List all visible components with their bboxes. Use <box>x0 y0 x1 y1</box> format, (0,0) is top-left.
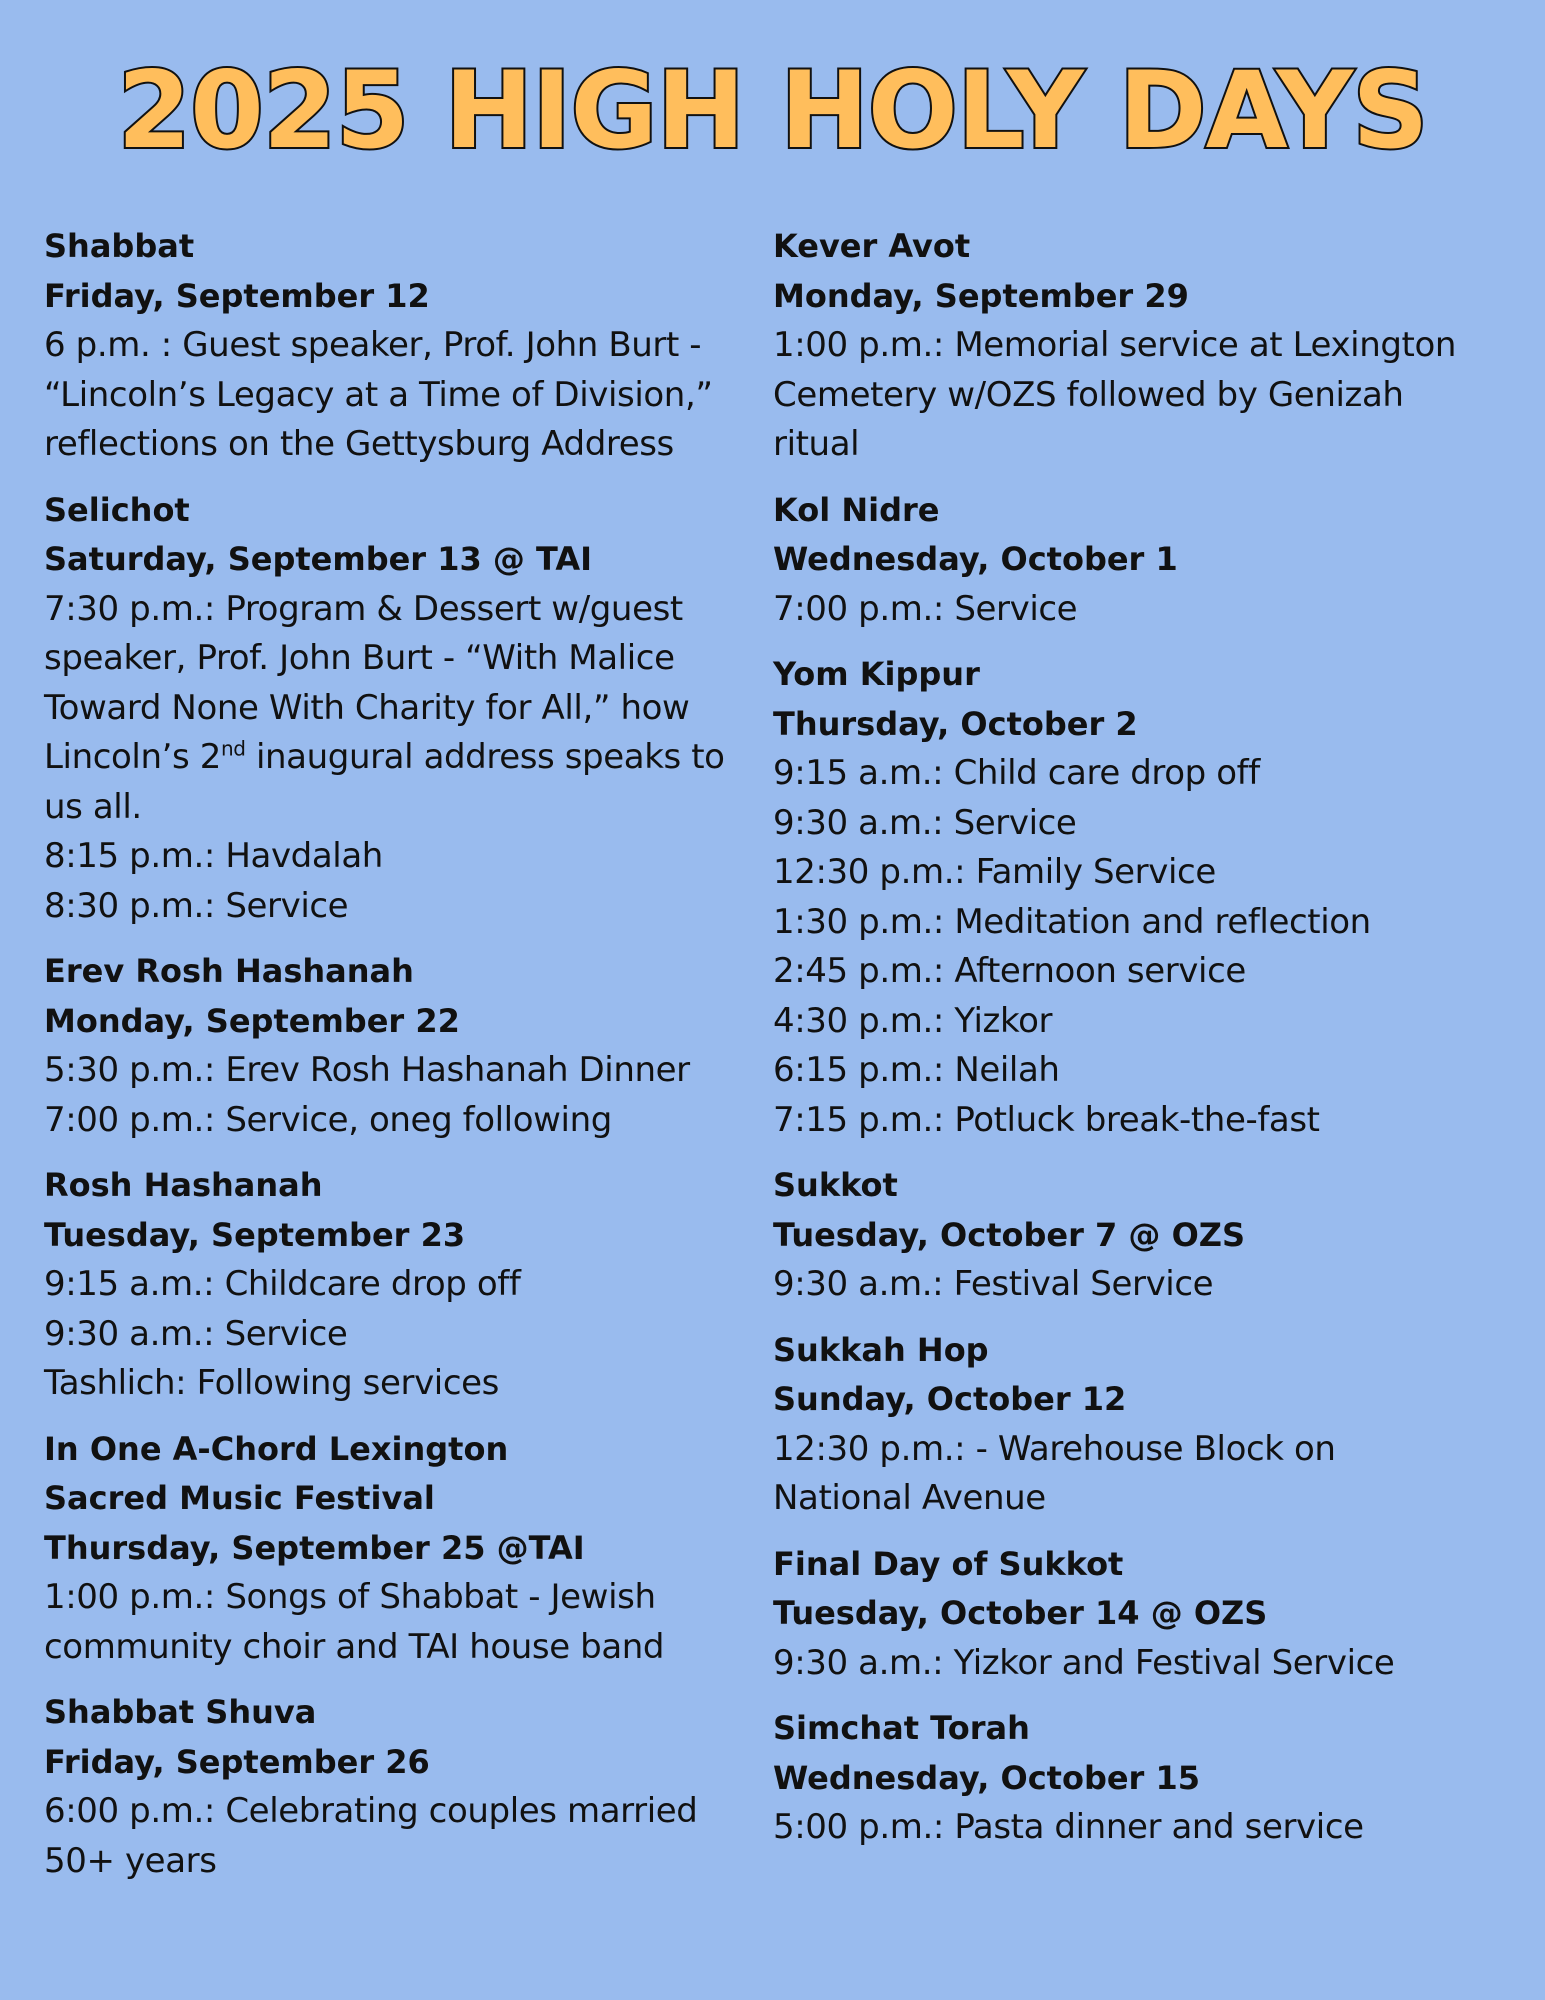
event-line: 9:15 a.m.: Childcare drop off <box>44 1264 521 1304</box>
event-date: Friday, September 26 <box>44 1742 430 1781</box>
event-line: 50+ years <box>44 1840 217 1881</box>
event-rosh-hashanah <box>44 1161 744 1409</box>
event-date: Monday, September 22 <box>44 1001 460 1040</box>
event-shabbat <box>44 222 744 470</box>
event-name: Shabbat <box>44 227 195 265</box>
lincoln-text-rest: inaugural address speaks to <box>245 737 725 777</box>
event-name: In One A-Chord Lexington <box>44 1429 509 1468</box>
event-name: Final Day of Sukkot <box>773 1544 1124 1583</box>
event-date: Tuesday, September 23 <box>44 1215 466 1254</box>
event-date: Friday, September 12 <box>44 276 430 315</box>
event-line <box>44 733 744 783</box>
event-line: 7:00 p.m.: Service, oneg following <box>44 1099 612 1140</box>
event-shabbat-shuva <box>44 1688 744 1886</box>
event-line: 1:00 p.m.: Songs of Shabbat - Jewish <box>44 1577 656 1617</box>
event-date: Monday, September 29 <box>773 276 1189 315</box>
event-line: 1:30 p.m.: Meditation and reflection <box>773 901 1371 942</box>
event-name: Yom Kippur <box>773 655 980 693</box>
event-line: 7:30 p.m.: Program & Dessert w/guest <box>44 588 683 629</box>
event-line: 12:30 p.m.: Family Service <box>773 852 1216 892</box>
event-line: 8:30 p.m.: Service <box>44 885 349 926</box>
event-date: Tuesday, October 14 @ OZS <box>773 1594 1268 1632</box>
event-line: 12:30 p.m.: - Warehouse Block on <box>773 1428 1336 1469</box>
lincoln-text: Lincoln’s 2 <box>44 737 221 777</box>
event-sukkot <box>773 1161 1513 1310</box>
event-line: 9:15 a.m.: Child care drop off <box>773 753 1260 793</box>
event-date: Thursday, October 2 <box>773 704 1138 743</box>
event-name: Kever Avot <box>773 227 971 265</box>
event-date: Wednesday, October 15 <box>773 1758 1200 1797</box>
left-column <box>44 222 744 1902</box>
event-kol-nidre <box>773 486 1513 635</box>
event-line: 6:00 p.m.: Celebrating couples married <box>44 1791 698 1831</box>
event-line: 2:45 p.m.: Afternoon service <box>773 951 1246 991</box>
event-line: 5:30 p.m.: Erev Rosh Hashanah Dinner <box>44 1050 690 1090</box>
event-line: 9:30 a.m.: Festival Service <box>773 1264 1214 1304</box>
event-name: Kol Nidre <box>773 490 940 529</box>
event-line: Toward None With Charity for All,” how <box>44 687 690 728</box>
event-line: 8:15 p.m.: Havdalah <box>44 836 383 876</box>
event-name: Rosh Hashanah <box>44 1166 323 1204</box>
event-kever-avot <box>773 222 1513 470</box>
event-line: speaker, Prof. John Burt - “With Malice <box>44 638 675 678</box>
event-line: 4:30 p.m.: Yizkor <box>773 1000 1053 1041</box>
event-line: 9:30 a.m.: Service <box>773 802 1077 843</box>
event-line: Tashlich: Following services <box>44 1363 499 1403</box>
event-sacred-music-festival <box>44 1425 744 1673</box>
event-selichot <box>44 486 744 932</box>
event-name: Erev Rosh Hashanah <box>44 952 414 990</box>
event-name: Shabbat Shuva <box>44 1693 317 1731</box>
event-date: Tuesday, October 7 @ OZS <box>773 1215 1246 1254</box>
event-line: National Avenue <box>773 1478 1046 1518</box>
event-line: 6:15 p.m.: Neilah <box>773 1050 1060 1090</box>
event-name-continued: Sacred Music Festival <box>44 1479 435 1517</box>
event-line: reflections on the Gettysburg Address <box>44 424 674 464</box>
event-line: 7:00 p.m.: Service <box>773 588 1078 629</box>
event-final-day-of-sukkot <box>773 1540 1513 1689</box>
event-line: ritual <box>773 424 860 464</box>
event-line: 5:00 p.m.: Pasta dinner and service <box>773 1807 1364 1847</box>
page-title: 2025 HIGH HOLY DAYS <box>117 49 1428 172</box>
event-date: Saturday, September 13 @ TAI <box>44 540 593 578</box>
event-date: Sunday, October 12 <box>773 1380 1127 1418</box>
event-line: “Lincoln’s Legacy at a Time of Division,” <box>44 374 713 415</box>
event-line: 9:30 a.m.: Yizkor and Festival Service <box>773 1642 1395 1683</box>
event-sukkah-hop <box>773 1326 1513 1524</box>
event-simchat-torah <box>773 1704 1513 1853</box>
event-line: community choir and TAI house band <box>44 1626 665 1667</box>
event-erev-rosh-hashanah <box>44 947 744 1145</box>
event-name: Sukkot <box>773 1166 898 1204</box>
event-name: Simchat Torah <box>773 1709 1030 1747</box>
event-line: 6 p.m. : Guest speaker, Prof. John Burt - <box>44 325 702 365</box>
event-yom-kippur <box>773 650 1513 1145</box>
event-date: Wednesday, October 1 <box>773 540 1178 578</box>
event-date: Thursday, September 25 @TAI <box>44 1528 585 1567</box>
ordinal-superscript: nd <box>221 736 246 761</box>
event-line: Cemetery w/OZS followed by Genizah <box>773 374 1404 415</box>
right-column <box>773 222 1513 1869</box>
event-line: 9:30 a.m.: Service <box>44 1313 348 1354</box>
event-name: Selichot <box>44 490 190 529</box>
event-line: 7:15 p.m.: Potluck break-the-fast <box>773 1099 1320 1140</box>
event-line: us all. <box>44 786 142 827</box>
event-line: 1:00 p.m.: Memorial service at Lexington <box>773 325 1457 365</box>
event-name: Sukkah Hop <box>773 1330 989 1369</box>
